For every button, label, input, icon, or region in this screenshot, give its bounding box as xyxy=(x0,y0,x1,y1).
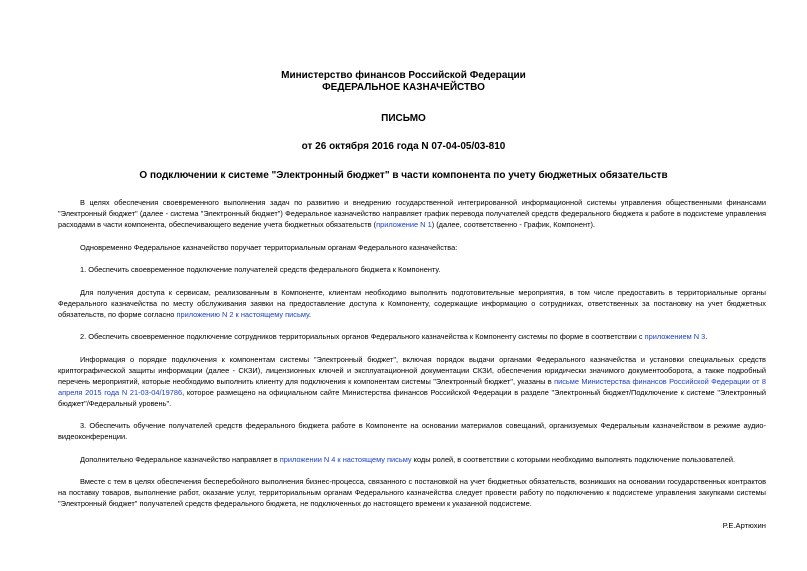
paragraph-8-text-b: коды ролей, в соответствии с которыми необходимо выполнять подключение пользователей. xyxy=(411,454,736,464)
paragraph-6-text-b: , которое размещено на официальном сайте Министерства финансов Российской Федерации в разделе "Электронный бюджет/Подключение к системе "Электронный бюджет"/Федеральный уровень". xyxy=(58,387,766,408)
paragraph-8-text-a: Дополнительно Федеральное казначейство направляет в xyxy=(80,454,280,464)
paragraph-4-text-b: . xyxy=(308,309,312,319)
paragraph-1 xyxy=(58,197,766,230)
paragraph-3: 1. Обеспечить своевременное подключение получателей средств федерального бюджета к Компоненту. xyxy=(80,265,441,274)
paragraph-4 xyxy=(58,287,766,320)
signature: Р.Е.Артюхин xyxy=(722,521,766,530)
link-appendix-3[interactable]: приложением N 3 xyxy=(644,332,706,341)
document-type: ПИСЬМО xyxy=(381,113,426,124)
paragraph-5-text-b: . xyxy=(705,332,708,341)
link-appendix-1[interactable]: приложение N 1 xyxy=(376,220,432,229)
paragraph-1-text-a: В целях обеспечения своевременного выполнения задач по развитию и внедрению государственной интегрированной информационной системы управления общественными финансами "Электронный бюджет" (далее - система "Электронный бюджет") Федеральное казначейство направляет график перевода получателей средств федерального бюджета к работе в подсистеме управления расходами в части компонента, обеспечивающего ведение учета бюджетных обязательств ( xyxy=(58,198,766,229)
paragraph-6-text-a: Информация о порядке подключения к компонентам системы "Электронный бюджет", включая порядок выдачи органами Федерального казначейства и установки специальных средств криптографической защиты информации (далее - СКЗИ), лицензионных ключей и эксплуатационной документации СКЗИ, обеспечения юридически значимого документооборота, а также подробный перечень мероприятий, которые необходимо выполнить клиенту для подключения к компонентам системы "Электронный бюджет", указаны в xyxy=(58,354,766,386)
paragraph-8 xyxy=(58,454,766,465)
document-date-number: от 26 октября 2016 года N 07-04-05/03-810 xyxy=(301,141,506,152)
paragraph-1-text-b: ) (далее, соответственно - График, Компонент). xyxy=(431,220,595,229)
link-appendix-2[interactable]: приложению N 2 к настоящему письму xyxy=(176,309,309,319)
paragraph-5-text-a: 2. Обеспечить своевременное подключение сотрудников территориальных органов Федерального казначейства к Компоненту системы по форме в соответствии с xyxy=(80,332,645,341)
paragraph-4-text-a: Для получения доступа к сервисам, реализованным в Компоненте, клиентам необходимо выполнить подготовительные мероприятия, в том числе предоставить в территориальные органы Федерального казначейства по месту обслуживания заявки на предоставление доступа к Компоненту, содержащие информацию о сотрудниках, ответственных за постановку на учет бюджетных обязательств, по форме согласно xyxy=(58,287,766,319)
header-treasury: ФЕДЕРАЛЬНОЕ КАЗНАЧЕЙСТВО xyxy=(322,82,485,93)
paragraph-7: 3. Обеспечить обучение получателей средств федерального бюджета работе в Компоненте на основании материалов совещаний, организуемых Федеральным казначейством в режиме аудио-видеоконференции. xyxy=(58,421,766,441)
paragraph-2: Одновременно Федеральное казначейство поручает территориальным органам Федерального казначейства: xyxy=(80,242,458,252)
document-subject: О подключении к системе "Электронный бюджет" в части компонента по учету бюджетных обязательств xyxy=(139,170,668,181)
paragraph-9: Вместе с тем в целях обеспечения бесперебойного выполнения бизнес-процесса, связанного с постановкой на учет бюджетных обязательств, возникших на основании государственных контрактов на поставку товаров, выполнение работ, оказание услуг, территориальным органам Федерального казначейства следует провести работу по подключению к подсистеме управления закупками системы "Электронный бюджет" получателей средств федерального бюджета, не подключенных до настоящего времени к указанной подсистеме. xyxy=(58,477,766,508)
link-appendix-4[interactable]: приложении N 4 к настоящему письму xyxy=(279,454,412,464)
paragraph-5 xyxy=(58,331,766,342)
link-minfin-letter[interactable]: письме Министерства финансов Российской Федерации от 8 апреля 2015 года N 21-03-04/19786 xyxy=(58,376,766,397)
letter-body xyxy=(58,197,766,521)
header-ministry: Министерство финансов Российской Федерации xyxy=(281,70,526,81)
paragraph-6 xyxy=(58,354,766,409)
